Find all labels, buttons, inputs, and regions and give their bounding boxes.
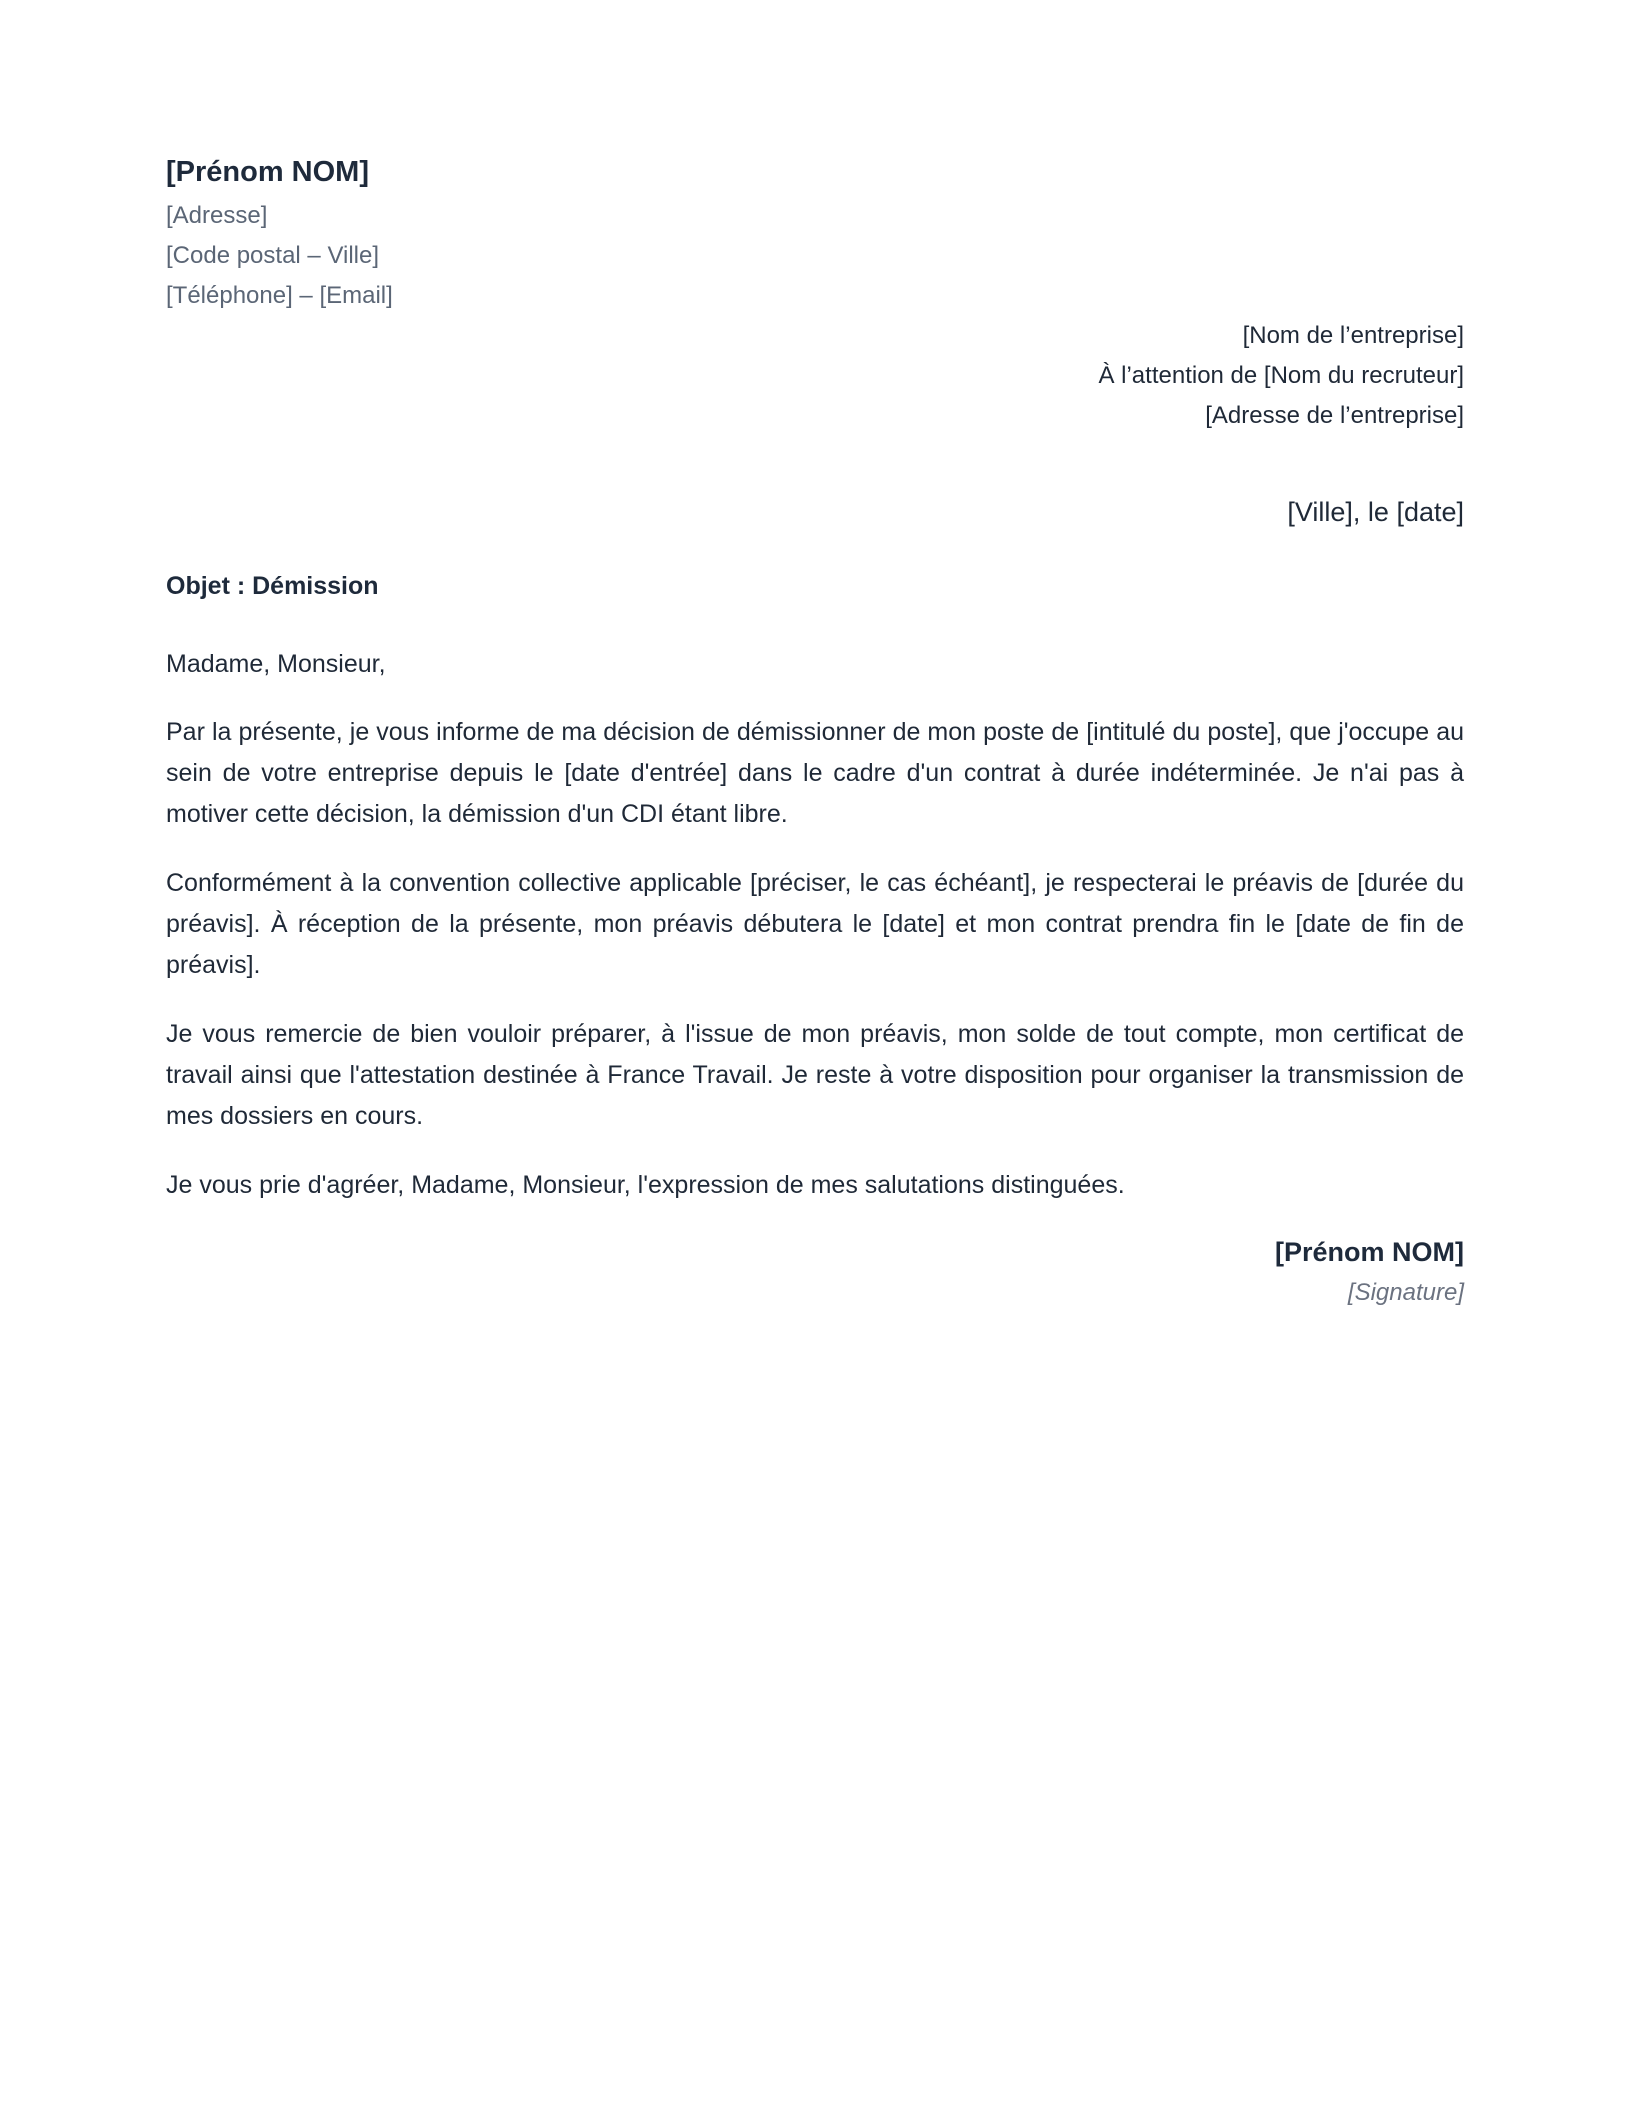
- signature-name: [Prénom NOM]: [1275, 1237, 1464, 1267]
- place-date: [Ville], le [date]: [1287, 497, 1464, 527]
- recipient-attention: À l’attention de [Nom du recruteur]: [1098, 362, 1464, 389]
- sender-postal-city: [Code postal – Ville]: [166, 242, 380, 269]
- sender-block: [166, 152, 1464, 316]
- body-paragraph-2: Conformément à la convention collective applicable [préciser, le cas échéant], je respecterai le préavis de [durée du préavis]. À réception de la présente, mon préavis débutera le [date] et mon contrat prendra fin le [date de fin de préavis].: [166, 869, 1464, 979]
- recipient-address: [Adresse de l’entreprise]: [1205, 402, 1464, 429]
- recipient-company: [Nom de l’entreprise]: [1242, 322, 1464, 349]
- body-paragraph-1: Par la présente, je vous informe de ma décision de démissionner de mon poste de [intitulé du poste], que j'occupe au sein de votre entreprise depuis le [date d'entrée] dans le cadre d'un contrat à durée indéterminée. Je n'ai pas à motiver cette décision, la démission d'un CDI étant libre.: [166, 718, 1464, 828]
- signature-block: [166, 1231, 1464, 1313]
- signature-label: [Signature]: [1347, 1279, 1464, 1306]
- recipient-block: [166, 316, 1464, 436]
- sender-contact: [Téléphone] – [Email]: [166, 282, 393, 309]
- body-paragraph-3: Je vous remercie de bien vouloir préparer, à l'issue de mon préavis, mon solde de tout compte, mon certificat de travail ainsi que l'attestation destinée à France Travail. Je reste à votre disposition pour organiser la transmission de mes dossiers en cours.: [166, 1020, 1464, 1130]
- sender-name: [Prénom NOM]: [166, 156, 369, 188]
- letter-content: [166, 152, 1464, 1313]
- letter-greeting: Madame, Monsieur,: [166, 650, 386, 678]
- sender-address: [Adresse]: [166, 202, 268, 229]
- letter-subject: Objet : Démission: [166, 572, 379, 600]
- closing-formula: Je vous prie d'agréer, Madame, Monsieur, l'expression de mes salutations distinguées.: [166, 1171, 1125, 1199]
